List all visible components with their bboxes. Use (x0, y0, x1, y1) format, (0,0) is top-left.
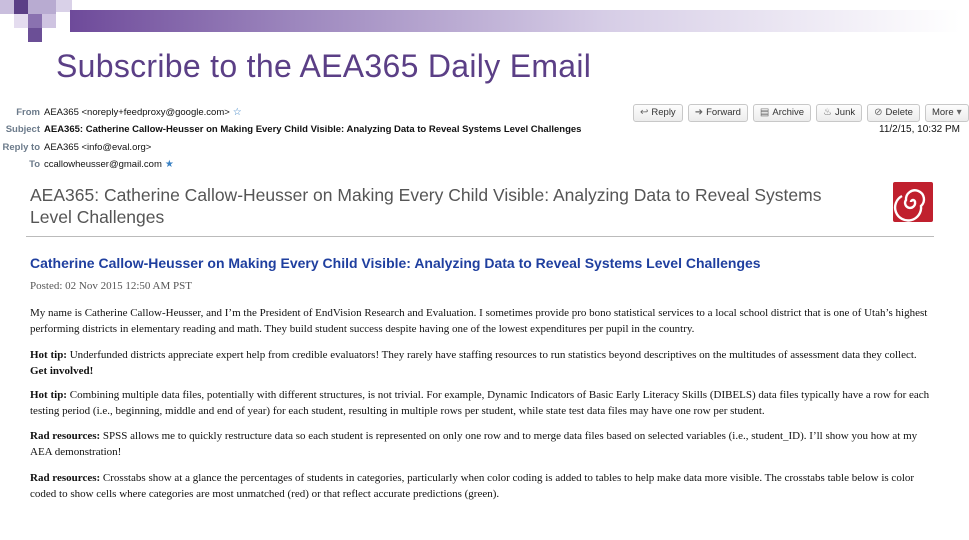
junk-icon: ♨ (823, 107, 833, 118)
hot-tip-text: Combining multiple data files, potentially with different structures, is not trivial. For example, Dynamic Indicators of Basic Early Literacy Skills (DIBELS) data files typically have a row for each testing period (i.e., beginning, middle and end of year) for each student, resulting in multiple rows per student, while state test data files may have one row per student. (30, 389, 930, 417)
decor-square-7 (42, 14, 56, 28)
decor-square-8 (28, 28, 42, 42)
reply-button[interactable] (633, 104, 683, 122)
article-title-link[interactable]: Catherine Callow-Heusser on Making Every Child Visible: Analyzing Data to Reveal Systems Level Challenges (30, 255, 761, 271)
hot-tip-label: Hot tip: (30, 349, 67, 361)
more-button[interactable] (925, 104, 969, 122)
delete-button[interactable] (867, 104, 920, 122)
to-row (0, 157, 174, 173)
email-heading (30, 184, 880, 228)
forward-label: Forward (706, 107, 741, 118)
get-involved: Get involved! (30, 364, 94, 377)
paragraph-hot-tip-1 (30, 348, 930, 379)
archive-icon: ▤ (759, 107, 770, 118)
from-value[interactable]: AEA365 <noreply+feedproxy@google.com> (44, 107, 230, 118)
forward-icon: ➜ (694, 107, 704, 118)
chevron-down-icon: ▾ (956, 107, 962, 118)
email-toolbar (633, 104, 969, 122)
email-heading-line1: AEA365: Catherine Callow-Heusser on Making Every Child Visible: Analyzing Data to Reveal Systems (30, 185, 822, 205)
paragraph-intro: My name is Catherine Callow-Heusser, and I’m the President of EndVision Research and Evaluation. I sometimes provide pro bono statistical services to a local school district that is one of Utah’s highest performing districts in elementary reading and math. They build student success despite having one of the lowest expenditures per pupil in the country. (30, 307, 928, 335)
hot-tip-label: Hot tip: (30, 389, 67, 401)
divider (26, 236, 934, 237)
more-label: More (931, 107, 954, 118)
replyto-row (0, 140, 151, 156)
forward-button[interactable] (688, 104, 748, 122)
decor-square-1 (0, 0, 14, 14)
rad-resources-label: Rad resources: (30, 430, 101, 442)
paragraph-rad-resources-2 (30, 471, 930, 502)
archive-label: Archive (772, 107, 805, 118)
decor-square-3 (28, 0, 56, 14)
from-row (0, 105, 242, 121)
title-gradient-bar (70, 10, 960, 32)
decor-square-2 (14, 0, 28, 14)
from-label: From (16, 107, 40, 118)
rad-resources-text: SPSS allows me to quickly restructure data so each student is represented on only one row and to merge data files based on selected variables (i.e., student_ID). I’ll show you how at my AEA demonstration! (30, 430, 918, 458)
subject-row (0, 122, 581, 138)
rad-resources-label: Rad resources: (30, 472, 101, 484)
delete-icon: ⊘ (874, 107, 883, 118)
reply-label: Reply (651, 107, 676, 118)
replyto-value[interactable]: AEA365 <info@eval.org> (44, 142, 152, 153)
archive-button[interactable] (753, 104, 811, 122)
aea-spiral-logo-icon (893, 182, 933, 222)
delete-label: Delete (885, 107, 913, 118)
replyto-label: Reply to (2, 142, 40, 153)
rad-resources-text: Crosstabs show at a glance the percentages of students in categories, particularly when color coding is added to tables to help make data more visible. The crosstabs table below is color coded to show cells where categories are most unmatched (red) or that reflect accurate predictions (green). (30, 472, 915, 500)
posted-date: Posted: 02 Nov 2015 12:50 AM PST (30, 280, 192, 292)
star-icon[interactable]: ☆ (232, 107, 242, 118)
email-date: 11/2/15, 10:32 PM (879, 124, 960, 135)
junk-label: Junk (835, 107, 856, 118)
paragraph-rad-resources-1 (30, 429, 930, 460)
slide-title: Subscribe to the AEA365 Daily Email (56, 48, 592, 84)
subject-value: AEA365: Catherine Callow-Heusser on Making Every Child Visible: Analyzing Data to Reveal Systems Level Challenges (44, 124, 582, 135)
to-value[interactable]: ccallowheusser@gmail.com (44, 159, 162, 170)
contact-icon[interactable]: ★ (164, 159, 174, 170)
reply-icon: ↩ (640, 107, 649, 118)
junk-button[interactable] (816, 104, 862, 122)
subject-label: Subject (5, 124, 40, 135)
to-label: To (29, 159, 40, 170)
decor-square-5 (14, 14, 28, 28)
paragraph-hot-tip-2 (30, 388, 930, 419)
decor-square-6 (28, 14, 42, 28)
email-heading-line2: Level Challenges (30, 207, 165, 227)
hot-tip-text: Underfunded districts appreciate expert help from credible evaluators! They rarely have staffing resources to run statistics beyond descriptives on the multitudes of assessment data they collect. (66, 349, 917, 361)
